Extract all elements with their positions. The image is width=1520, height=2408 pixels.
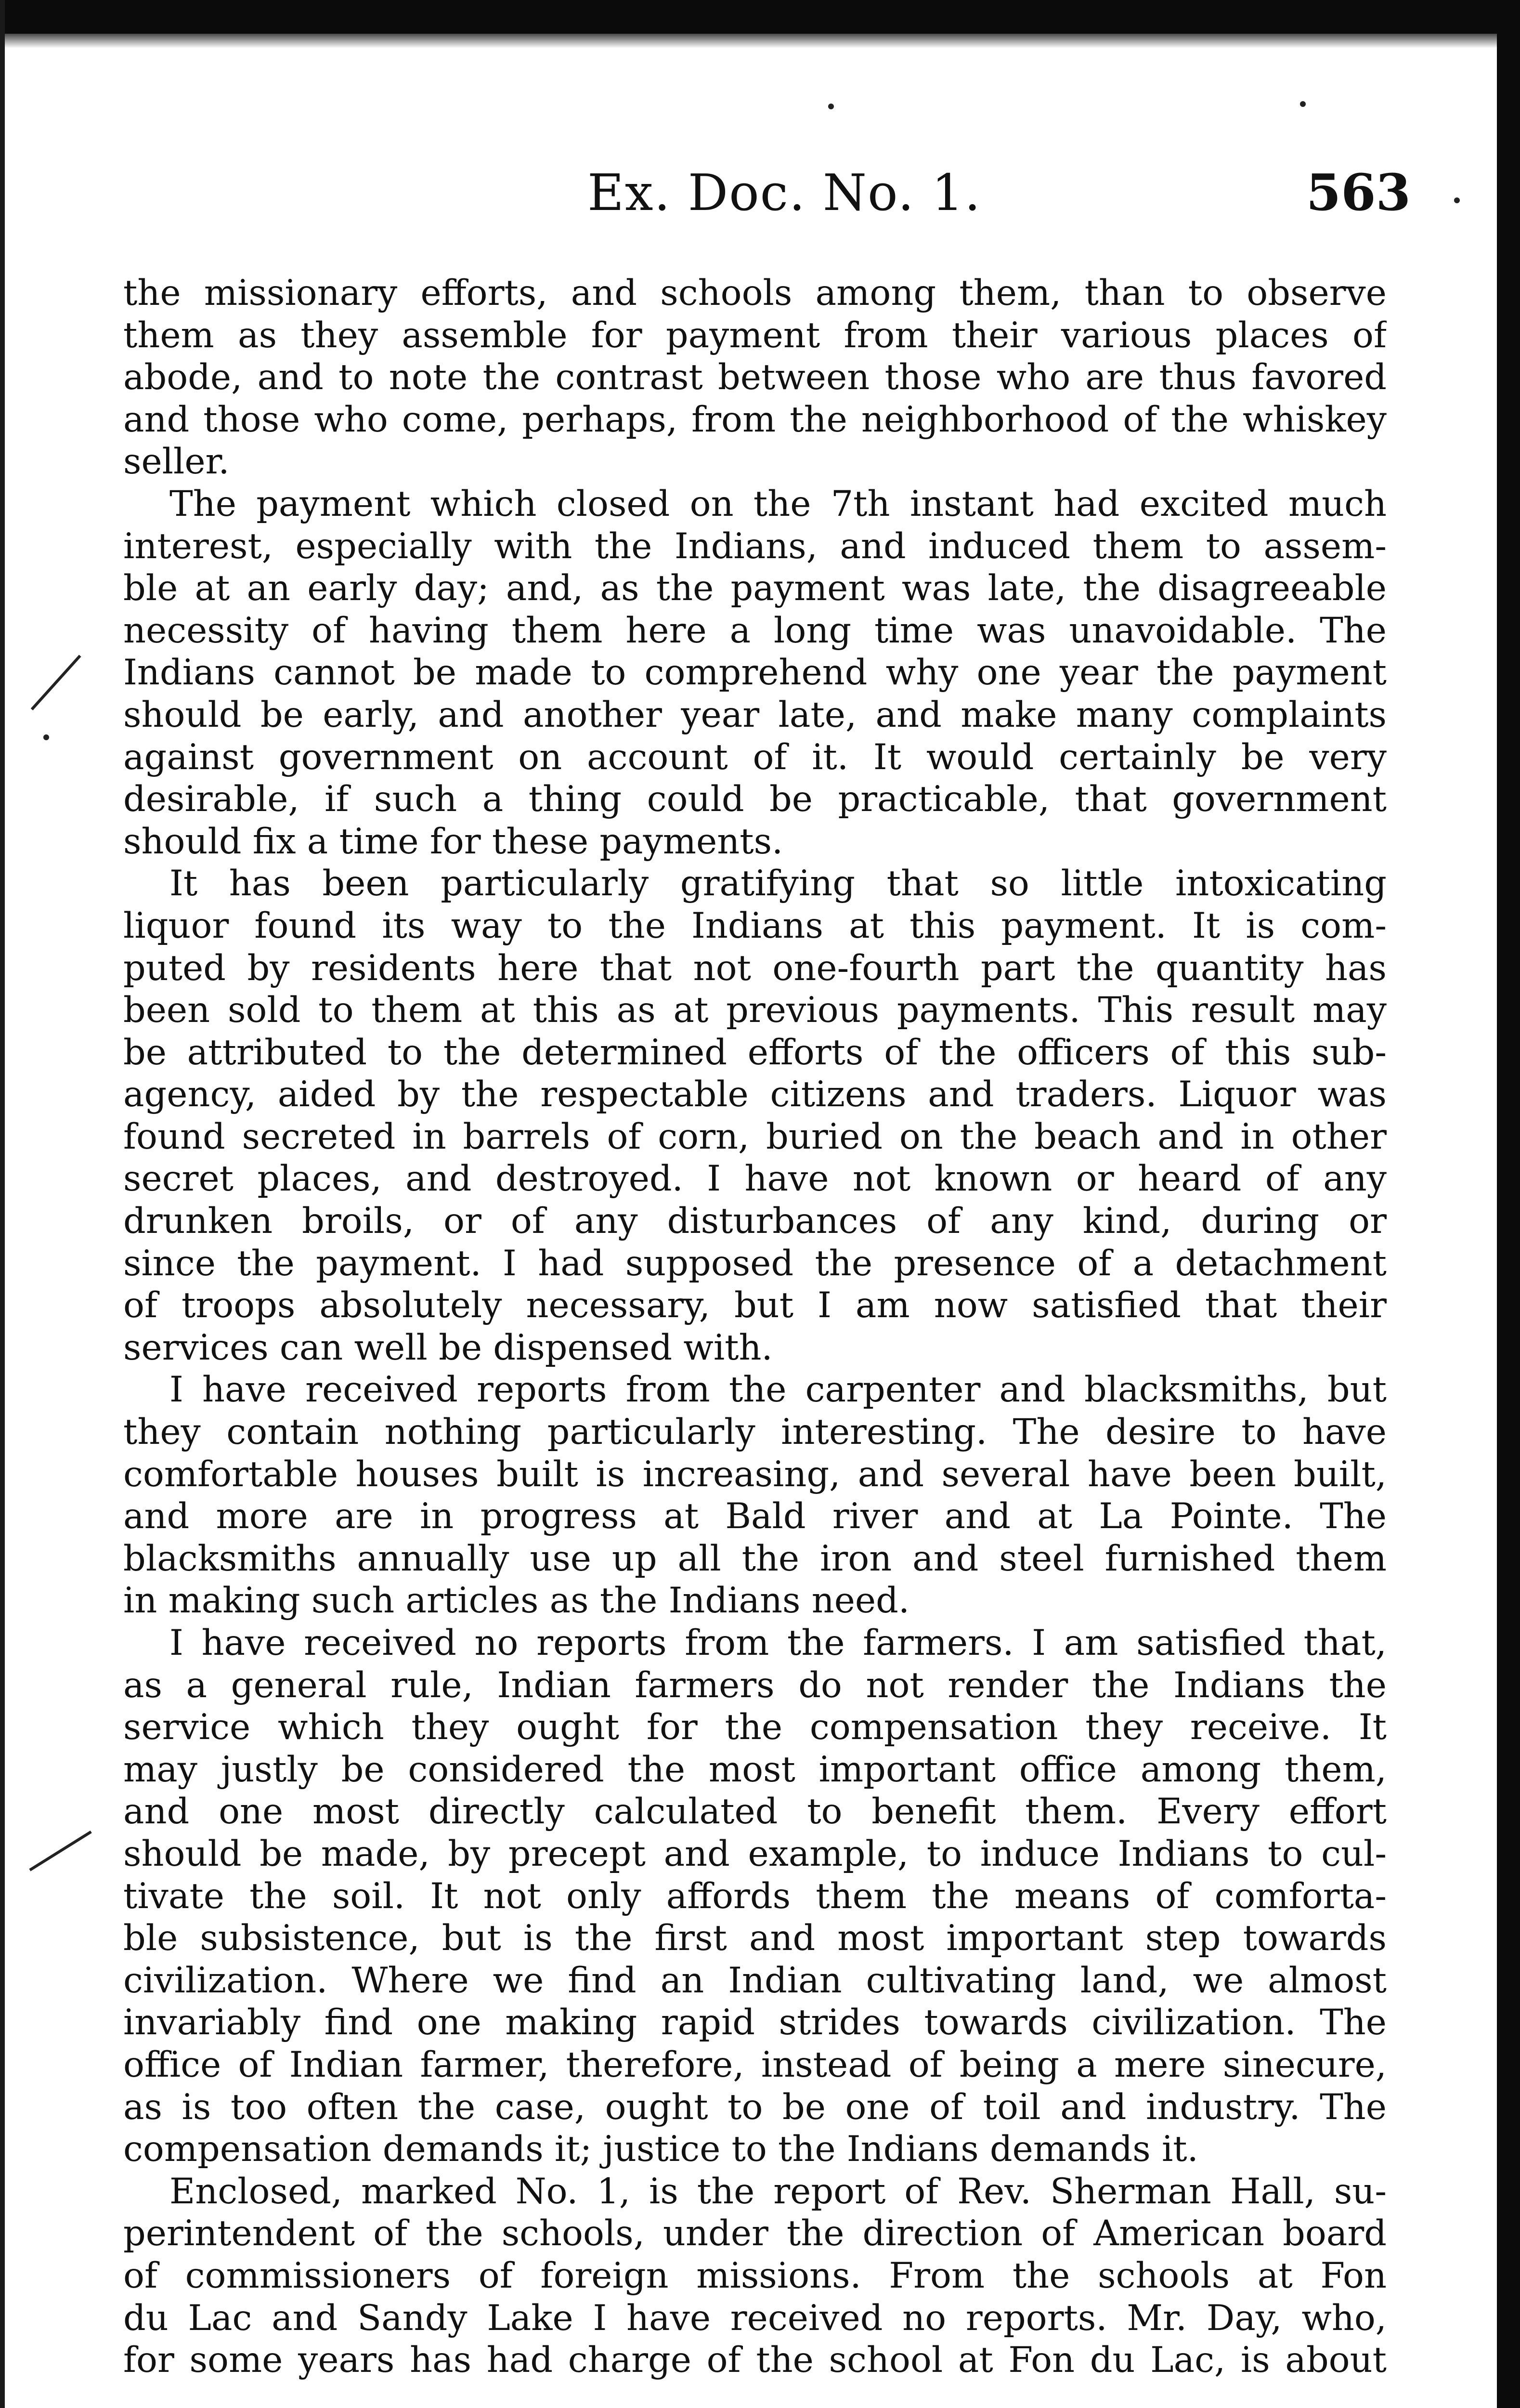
text-line: found secreted in barrels of corn, buried on the beach and in other [123, 1116, 1387, 1157]
text-line: puted by residents here that not one-fourth part the quantity has [123, 947, 1387, 989]
text-line: The payment which closed on the 7th instant had excited much [169, 483, 1387, 524]
text-line: should fix a time for these payments. [123, 821, 783, 862]
text-line: office of Indian farmer, therefore, instead of being a mere sinecure, [123, 2044, 1387, 2085]
page-header [111, 159, 1411, 226]
text-line: been sold to them at this as at previous payments. This result may [123, 990, 1387, 1031]
text-line: should be made, by precept and example, to induce Indians to cul- [123, 1833, 1387, 1874]
text-line: ble at an early day; and, as the payment was late, the disagreeable [123, 568, 1387, 609]
text-line: they contain nothing particularly interesting. The desire to have [123, 1412, 1387, 1453]
text-line: and those who come, perhaps, from the neighborhood of the whiskey [123, 399, 1387, 440]
text-line: the missionary efforts, and schools among them, than to observe [123, 273, 1387, 314]
text-line: services can well be dispensed with. [123, 1327, 773, 1368]
text-line: should be early, and another year late, and make many complaints [123, 694, 1387, 735]
margin-pencil-mark [29, 1831, 91, 1871]
text-line: for some years has had charge of the school at Fon du Lac, is about [123, 2340, 1387, 2381]
text-line: agency, aided by the respectable citizens and traders. Liquor was [123, 1074, 1387, 1115]
text-line: drunken broils, or of any disturbances of any kind, during or [123, 1201, 1387, 1242]
scan-speck [1454, 197, 1460, 203]
scan-left-border [0, 0, 5, 2408]
margin-pencil-mark [31, 655, 81, 710]
text-line: blacksmiths annually use up all the iron and steel furnished them [123, 1538, 1387, 1579]
text-line: tivate the soil. It not only affords them the means of comforta- [123, 1875, 1387, 1917]
scan-speck [43, 734, 49, 740]
text-line: ble subsistence, but is the first and most important step towards [123, 1918, 1387, 1959]
text-line: comfortable houses built is increasing, and several have been built, [123, 1453, 1387, 1495]
text-line: as is too often the case, ought to be one of toil and industry. The [123, 2086, 1387, 2128]
text-line: civilization. Where we find an Indian cultivating land, we almost [123, 1960, 1387, 2001]
text-line: desirable, if such a thing could be practicable, that government [123, 779, 1387, 820]
scan-top-shadow [0, 29, 1520, 48]
text-line: secret places, and destroyed. I have not known or heard of any [123, 1158, 1387, 1200]
text-line: seller. [123, 441, 230, 483]
text-line: Enclosed, marked No. 1, is the report of Rev. Sherman Hall, su- [169, 2171, 1387, 2212]
text-line: and more are in progress at Bald river and at La Pointe. The [123, 1496, 1387, 1537]
text-line: I have received reports from the carpenter and blacksmiths, but [169, 1369, 1387, 1411]
text-line: in making such articles as the Indians need. [123, 1580, 910, 1622]
text-line: du Lac and Sandy Lake I have received no reports. Mr. Day, who, [123, 2297, 1387, 2339]
text-line: since the payment. I had supposed the presence of a detachment [123, 1243, 1387, 1284]
text-line: interest, especially with the Indians, and induced them to assem- [123, 525, 1387, 567]
text-line: compensation demands it; justice to the Indians demands it. [123, 2129, 1198, 2170]
text-line: perintendent of the schools, under the direction of American board [123, 2213, 1387, 2254]
text-line: abode, and to note the contrast between those who are thus favored [123, 357, 1387, 398]
text-line: It has been particularly gratifying that so little intoxicating [169, 863, 1387, 904]
scan-right-border [1497, 0, 1520, 2408]
text-line: necessity of having them here a long time was unavoidable. The [123, 610, 1387, 651]
text-line: may justly be considered the most important office among them, [123, 1749, 1387, 1790]
text-line: them as they assemble for payment from their various places of [123, 314, 1387, 356]
text-line: as a general rule, Indian farmers do not render the Indians the [123, 1664, 1387, 1706]
page-number: 563 [1306, 163, 1411, 222]
text-line: liquor found its way to the Indians at this payment. It is com- [123, 905, 1387, 946]
scan-speck [828, 104, 834, 109]
scan-speck [1300, 101, 1306, 107]
text-line: and one most directly calculated to benefit them. Every effort [123, 1791, 1387, 1832]
text-line: be attributed to the determined efforts of the officers of this sub- [123, 1032, 1387, 1073]
text-line: I have received no reports from the farmers. I am satisfied that, [169, 1623, 1387, 1663]
text-line: service which they ought for the compensation they receive. It [123, 1707, 1387, 1748]
text-line: Indians cannot be made to comprehend why one year the payment [123, 652, 1387, 694]
text-line: of troops absolutely necessary, but I am now satisfied that their [123, 1285, 1387, 1326]
text-line: invariably find one making rapid strides towards civilization. The [123, 2002, 1387, 2043]
body-text [123, 272, 1387, 2382]
document-title: Ex. Doc. No. 1. [587, 163, 982, 222]
text-line: against government on account of it. It would certainly be very [123, 736, 1387, 778]
text-line: of commissioners of foreign missions. From the schools at Fon [123, 2255, 1387, 2296]
